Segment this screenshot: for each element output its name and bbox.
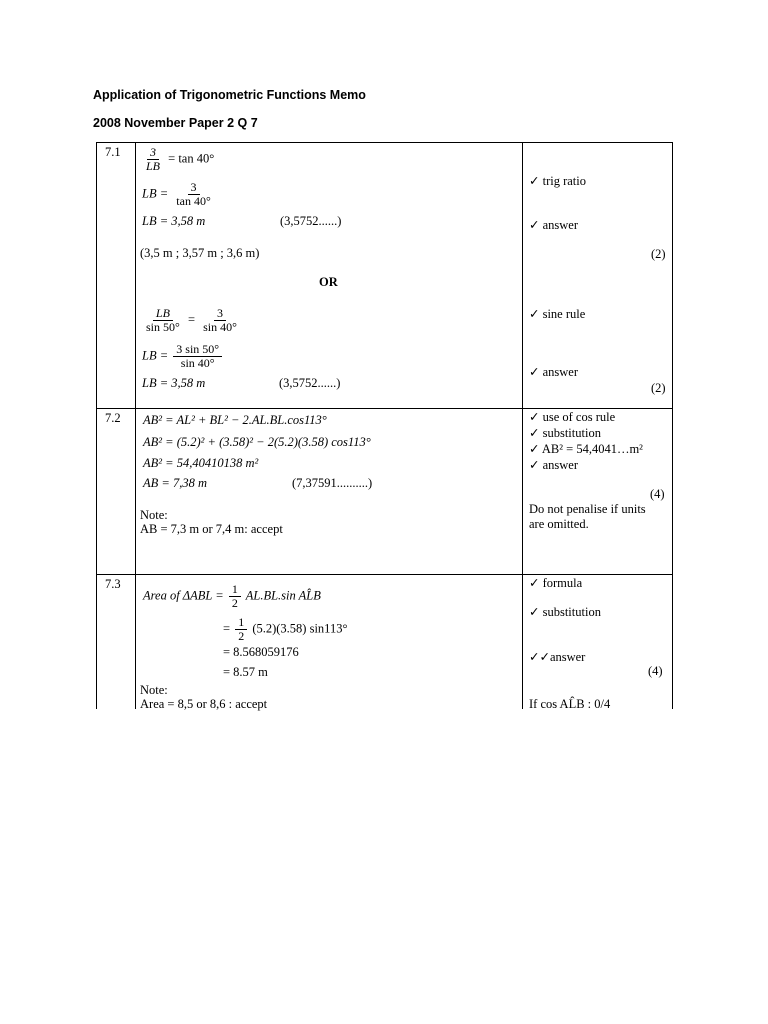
- note-text: AB = 7,3 m or 7,4 m: accept: [140, 522, 283, 536]
- mark-item: ✓ sine rule: [529, 307, 586, 321]
- equation-lhs: LB =: [142, 186, 169, 201]
- mark-item: ✓ formula: [529, 576, 583, 590]
- mark-total: (2): [651, 247, 666, 261]
- accepted-answers: (3,5 m ; 3,57 m ; 3,6 m): [140, 246, 260, 260]
- equals-sign: =: [223, 621, 231, 636]
- equation-line: AB = 7,38 m: [143, 476, 207, 490]
- mark-item: ✓ substitution: [529, 605, 601, 619]
- mark-item: ✓ answer: [529, 218, 578, 232]
- mark-total: (4): [648, 664, 663, 678]
- note-label: Note:: [140, 508, 168, 522]
- denominator: LB: [146, 159, 161, 173]
- note-text: Area = 8,5 or 8,6 : accept: [140, 697, 268, 711]
- working-value: (7,37591..........): [292, 476, 373, 490]
- question-number: 7.1: [105, 145, 121, 159]
- equation-lhs: LB =: [142, 348, 169, 363]
- numerator: LB: [153, 307, 173, 321]
- numerator: 3: [214, 307, 226, 321]
- equation-line: [141, 146, 214, 173]
- denominator: sin 40°: [203, 320, 237, 334]
- denominator: 2: [231, 596, 238, 610]
- document-title: Application of Trigonometric Functions Memo: [93, 88, 366, 102]
- or-separator: OR: [319, 275, 338, 289]
- equation-line: [223, 616, 347, 643]
- denominator: 2: [238, 629, 245, 643]
- equation-line: [143, 583, 321, 610]
- working-value: (3,5752......): [280, 214, 342, 228]
- document-subtitle: 2008 November Paper 2 Q 7: [93, 116, 258, 130]
- question-number: 7.3: [105, 577, 121, 591]
- equation-line: AB² = AL² + BL² − 2.AL.BL.cos113°: [143, 413, 327, 427]
- mark-item: ✓ substitution: [529, 426, 601, 440]
- equation-line: AB² = 54,40410138 m²: [143, 456, 259, 470]
- mark-total: (4): [650, 487, 665, 501]
- equals-sign: =: [187, 312, 195, 327]
- mark-item: ✓ AB² = 54,4041…m²: [529, 442, 643, 456]
- equation-line: [142, 343, 224, 370]
- mark-item: ✓ use of cos rule: [529, 410, 616, 424]
- equation-rhs: = tan 40°: [168, 151, 215, 166]
- denominator: sin 50°: [146, 320, 180, 334]
- mark-item: ✓ trig ratio: [529, 174, 586, 188]
- marking-note: If cos AL̂B : 0/4: [529, 697, 611, 711]
- equation-line: [142, 181, 216, 208]
- equation-line: LB = 3,58 m: [142, 214, 206, 228]
- equation-line: [141, 307, 242, 334]
- equation-line: = 8.568059176: [223, 645, 299, 659]
- marking-note: Do not penalise if units: [529, 502, 646, 516]
- equation-rhs: (5.2)(3.58) sin113°: [252, 621, 348, 636]
- denominator: tan 40°: [176, 194, 211, 208]
- memo-table: [96, 142, 673, 709]
- note-label: Note:: [140, 683, 168, 697]
- row-divider: [97, 408, 672, 409]
- column-divider: [522, 143, 523, 709]
- numerator: 3: [147, 146, 159, 160]
- marking-note: are omitted.: [529, 517, 589, 531]
- numerator: 3 sin 50°: [173, 343, 222, 357]
- equation-rhs: AL.BL.sin AL̂B: [245, 588, 321, 603]
- equation-line: LB = 3,58 m: [142, 376, 206, 390]
- row-divider: [97, 574, 672, 575]
- numerator: 1: [235, 616, 247, 630]
- mark-total: (2): [651, 381, 666, 395]
- equation-lhs: Area of ΔABL =: [143, 588, 224, 603]
- numerator: 1: [229, 583, 241, 597]
- mark-item: ✓ answer: [529, 365, 578, 379]
- numerator: 3: [188, 181, 200, 195]
- equation-line: AB² = (5.2)² + (3.58)² − 2(5.2)(3.58) cos113°: [143, 435, 371, 449]
- denominator: sin 40°: [180, 356, 215, 370]
- column-divider: [135, 143, 136, 709]
- mark-item: ✓✓answer: [529, 650, 586, 664]
- question-number: 7.2: [105, 411, 121, 425]
- working-value: (3,5752......): [279, 376, 341, 390]
- equation-line: = 8.57 m: [223, 665, 268, 679]
- mark-item: ✓ answer: [529, 458, 578, 472]
